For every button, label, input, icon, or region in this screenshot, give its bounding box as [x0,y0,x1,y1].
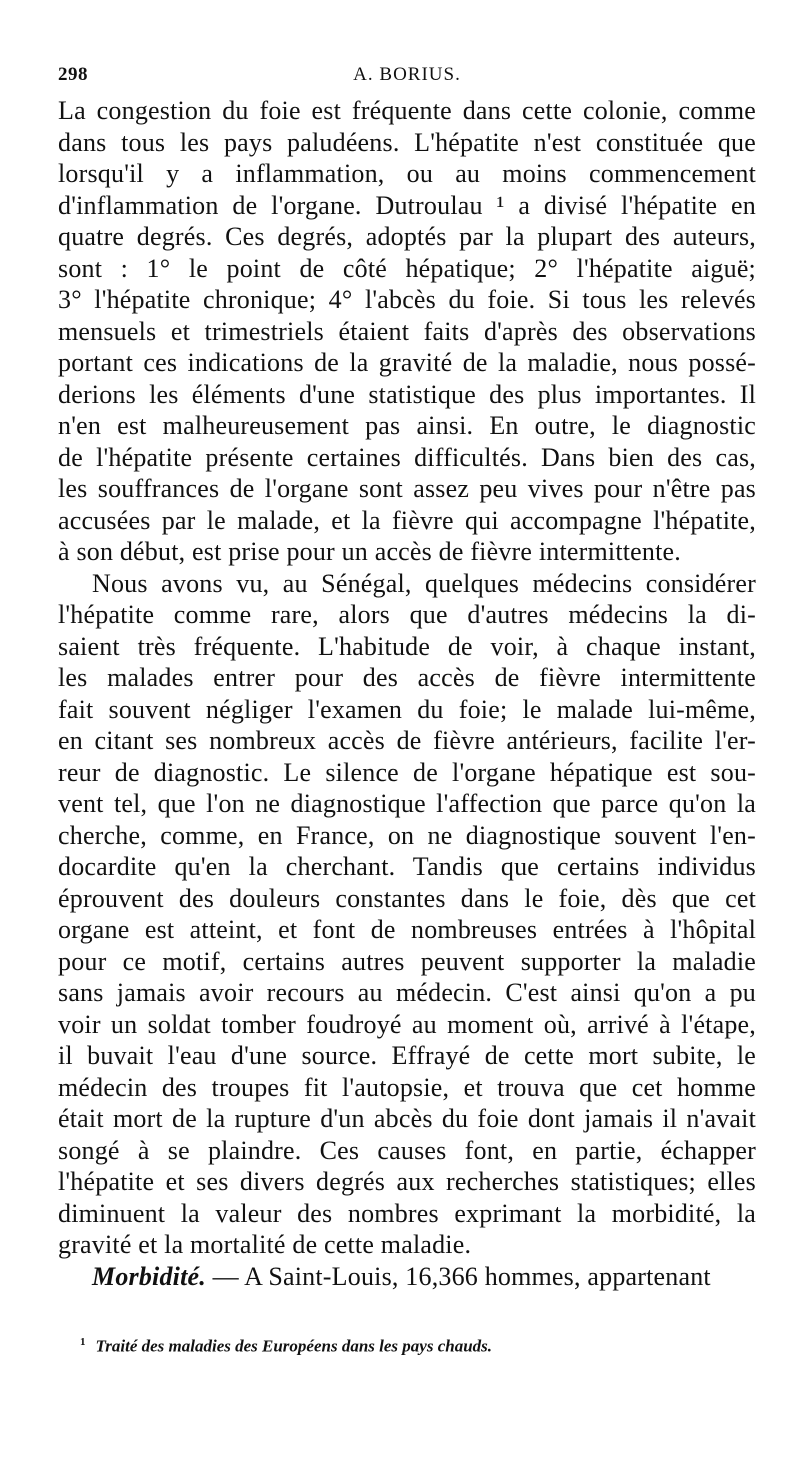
text-line: gravité et la mortalité de cette maladie. [58,1230,472,1259]
text-line: Nous avons vu, au Sénégal, quelques médecins considérer [92,568,756,598]
text-line: était mort de la rupture d'un abcès du foie dont jamais il n'avait [58,1104,756,1133]
text-line: accusées par le malade, et la fièvre qui accompagne l'hépatite, [58,505,756,535]
running-head: A. BORIUS. [353,64,461,85]
text-line: organe est atteint, et font de nombreuses entrées à l'hôpital [58,915,756,944]
text-line: en citant ses nombreux accès de fièvre antérieurs, facilite l'er- [58,726,756,755]
text-line: reur de diagnostic. Le silence de l'organe hépatique est sou- [58,757,756,787]
text-line: les souffrances de l'organe sont assez peu vives pour n'être pas [58,474,756,503]
text-line: éprouvent des douleurs constantes dans le foie, dès que cet [58,883,756,913]
text-line: voir un soldat tomber foudroyé au moment où, arrivé à l'étape, [58,1009,756,1039]
text-line: sont : 1° le point de côté hépatique; 2° l'hépatite aiguë; [58,253,756,283]
paragraph [58,1261,756,1293]
page-header [58,56,756,96]
text-line: portant ces indications de la gravité de la maladie, nous possé- [58,348,756,377]
text-line: pour ce motif, certains autres peuvent supporter la maladie [58,946,756,976]
text-line: La congestion du foie est fréquente dans cette colonie, comme [58,96,756,125]
text-line: de l'hépatite présente certaines difficultés. Dans bien des cas, [58,442,756,472]
section-lead: Morbidité. [92,1261,206,1291]
footnote-mark: 1 [80,1336,86,1348]
text-line: 3° l'hépatite chronique; 4° l'abcès du foie. Si tous les relevés [58,285,756,314]
footnote-text: Traité des maladies des Européens dans les pays chauds. [95,1336,493,1356]
text-line: vent tel, que l'on ne diagnostique l'affection que parce qu'on la [58,789,756,818]
paragraph [58,95,756,568]
text-line: fait souvent négliger l'examen du foie; le malade lui-même, [58,694,756,724]
text-line: songé à se plaindre. Ces causes font, en partie, échapper [58,1135,756,1165]
text-line: n'en est malheureusement pas ainsi. En outre, le diagnostic [58,411,756,440]
page-number: 298 [58,64,88,85]
text-line: d'inflammation de l'organe. Dutroulau ¹ a divisé l'hépatite en [58,190,756,220]
text-line: l'hépatite comme rare, alors que d'autres médecins la di- [58,600,756,629]
text-line: lorsqu'il y a inflammation, ou au moins commencement [58,159,756,188]
text-line: quatre degrés. Ces degrés, adoptés par la plupart des auteurs, [58,222,756,251]
text-line: les malades entrer pour des accès de fièvre intermittente [58,663,756,692]
body-text [58,95,756,1292]
text-line: derions les éléments d'une statistique des plus importantes. Il [58,379,756,409]
text-line-rest: — A Saint-Louis, 16,366 hommes, appartenant [205,1261,711,1291]
text-line: dans tous les pays paludéens. L'hépatite n'est constituée que [58,127,756,157]
text-line: cherche, comme, en France, on ne diagnostique souvent l'en- [58,820,756,850]
paragraph [58,568,756,1261]
text-line: médecin des troupes fit l'autopsie, et trouva que cet homme [58,1072,756,1102]
text-line: docardite qu'en la cherchant. Tandis que certains individus [58,852,756,881]
footnote [80,1336,740,1357]
text-line [58,1261,756,1293]
text-line: sans jamais avoir recours au médecin. C'est ainsi qu'on a pu [58,978,756,1007]
text-line: mensuels et trimestriels étaient faits d'après des observations [58,316,756,346]
text-line: à son début, est prise pour un accès de fièvre intermittente. [58,537,681,566]
text-line: saient très fréquente. L'habitude de voir, à chaque instant, [58,631,756,661]
text-line: diminuent la valeur des nombres exprimant la morbidité, la [58,1198,756,1228]
text-line: il buvait l'eau d'une source. Effrayé de cette mort subite, le [58,1041,756,1070]
text-line: l'hépatite et ses divers degrés aux recherches statistiques; elles [58,1167,756,1196]
